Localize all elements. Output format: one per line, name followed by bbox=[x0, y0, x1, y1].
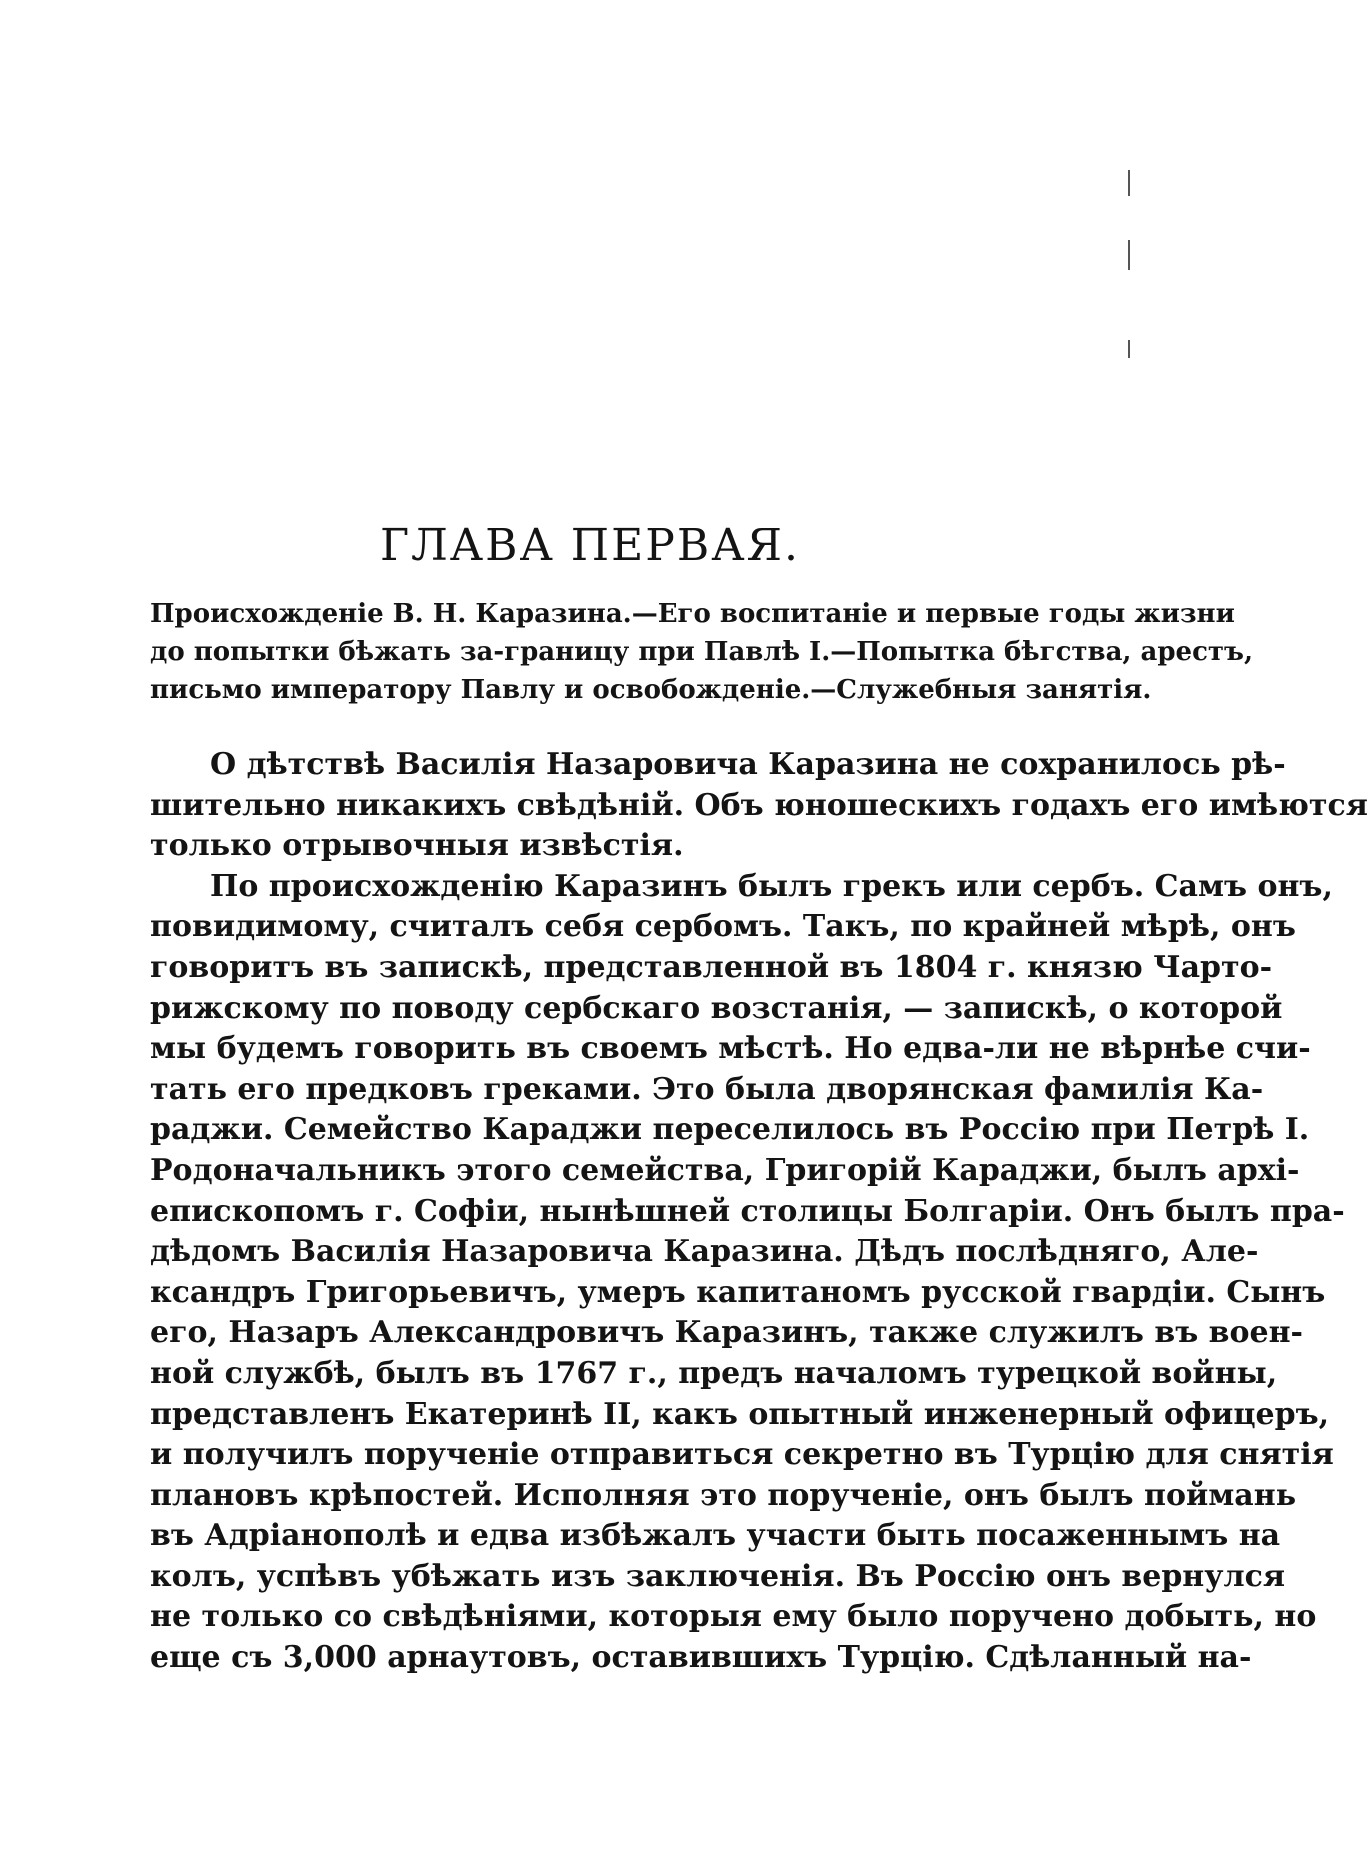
summary-line: до попытки бѣжать за-границу при Павлѣ I.—Попытка бѣгства, арестъ, bbox=[150, 637, 1254, 667]
scan-edge-mark bbox=[1128, 170, 1130, 196]
body-line: представленъ Екатеринѣ II, какъ опытный инженерный офицеръ, bbox=[150, 1396, 1330, 1432]
body-line: колъ, успѣвъ убѣжать изъ заключенія. Въ Россію онъ вернулся bbox=[150, 1558, 1286, 1594]
body-line: О дѣтствѣ Василія Назаровича Каразина не сохранилось рѣ- bbox=[210, 747, 1286, 782]
body-line: не только со свѣдѣніями, которыя ему было поручено добыть, но bbox=[150, 1599, 1317, 1635]
summary-line: письмо императору Павлу и освобожденіе.—Служебныя занятія. bbox=[150, 675, 1152, 705]
body-line: тать его предковъ греками. Это была дворянская фамилія Ка- bbox=[150, 1071, 1264, 1107]
chapter-title: ГЛАВА ПЕРВАЯ. bbox=[379, 520, 801, 571]
body-line: рижскому по поводу сербскаго возстанія, — запискѣ, о которой bbox=[150, 990, 1283, 1026]
summary-line: Происхожденіе В. Н. Каразина.—Его воспитаніе и первые годы жизни bbox=[150, 599, 1235, 629]
body-line: въ Адріанополѣ и едва избѣжалъ участи быть посаженнымъ на bbox=[150, 1518, 1281, 1554]
body-line: и получилъ порученіе отправиться секретно въ Турцію для снятія bbox=[150, 1437, 1334, 1473]
body-line: По происхожденію Каразинъ былъ грекъ или сербъ. Самъ онъ, bbox=[210, 868, 1333, 904]
body-line: раджи. Семейство Караджи переселилось въ Россію при Петрѣ I. bbox=[150, 1112, 1310, 1148]
body-line: только отрывочныя извѣстія. bbox=[150, 828, 684, 864]
scan-edge-mark bbox=[1128, 240, 1130, 270]
body-line: еще съ 3,000 арнаутовъ, оставившихъ Турцію. Сдѣланный на- bbox=[150, 1640, 1252, 1676]
body-line: его, Назаръ Александровичъ Каразинъ, также служилъ въ воен- bbox=[150, 1315, 1304, 1351]
scan-edge-mark bbox=[1128, 340, 1130, 358]
body-line: дѣдомъ Василія Назаровича Каразина. Дѣдъ послѣдняго, Але- bbox=[150, 1234, 1259, 1270]
body-line: плановъ крѣпостей. Исполняя это порученіе, онъ былъ поймань bbox=[150, 1477, 1297, 1513]
body-line: говоритъ въ запискѣ, представленной въ 1804 г. князю Чарто- bbox=[150, 949, 1273, 985]
body-line: мы будемъ говорить въ своемъ мѣстѣ. Но едва-ли не вѣрнѣе счи- bbox=[150, 1031, 1311, 1067]
body-line: ксандръ Григорьевичъ, умеръ капитаномъ русской гвардіи. Сынъ bbox=[150, 1274, 1326, 1310]
body-line: повидимому, считалъ себя сербомъ. Такъ, по крайней мѣрѣ, онъ bbox=[150, 909, 1296, 945]
body-text bbox=[150, 745, 1368, 1679]
body-line: Родоначальникъ этого семейства, Григорій Караджи, былъ архі- bbox=[150, 1152, 1300, 1188]
body-line: ной службѣ, былъ въ 1767 г., предъ началомъ турецкой войны, bbox=[150, 1355, 1278, 1391]
body-line: шительно никакихъ свѣдѣній. Объ юношескихъ годахъ его имѣются bbox=[150, 787, 1368, 823]
body-line: епископомъ г. Софіи, нынѣшней столицы Болгаріи. Онъ былъ пра- bbox=[150, 1193, 1345, 1229]
chapter-summary bbox=[150, 595, 1254, 709]
